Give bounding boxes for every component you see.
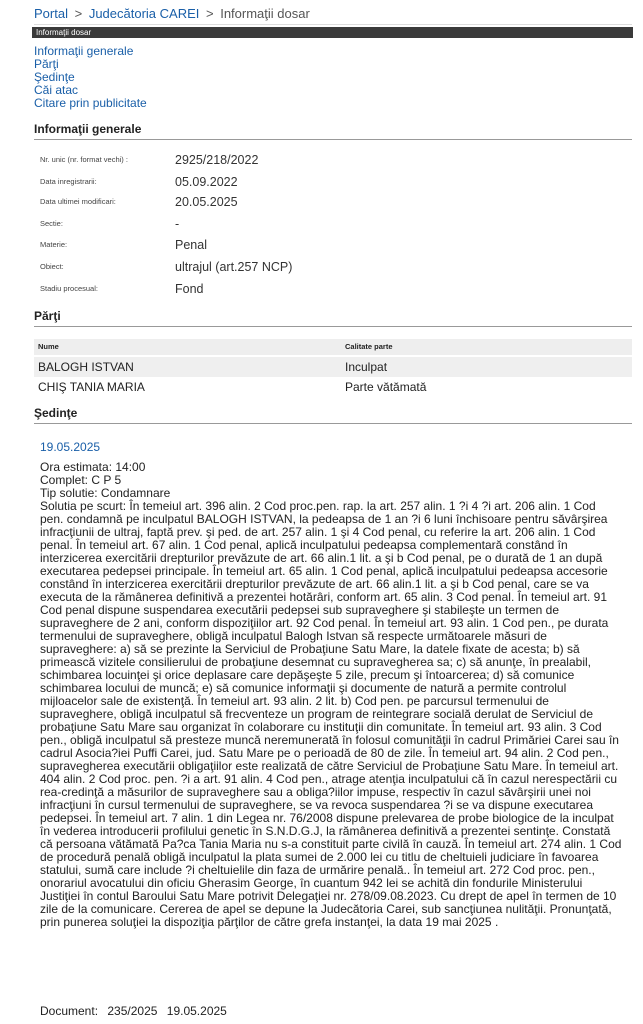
field-value-stadiu: Fond xyxy=(175,282,204,296)
breadcrumb-current: Informaţii dosar xyxy=(220,6,310,21)
breadcrumb-separator: > xyxy=(206,6,214,21)
breadcrumb-separator: > xyxy=(74,6,83,21)
party-name: CHIŞ TANIA MARIA xyxy=(38,380,145,394)
field-label: Materie: xyxy=(40,240,68,249)
party-role: Parte vătămată xyxy=(345,380,427,394)
section-heading-general: Informaţii generale xyxy=(34,122,632,140)
hearing-date: 19.05.2025 xyxy=(40,440,101,454)
hearing-time: Ora estimata: 14:00 xyxy=(40,460,146,474)
hearing-details xyxy=(40,461,622,929)
page-title-bar: Informaţii dosar xyxy=(32,27,633,38)
field-value-data-modificari: 20.05.2025 xyxy=(175,195,238,209)
breadcrumb xyxy=(34,4,632,25)
field-value-sectie: - xyxy=(175,217,180,231)
field-label: Nr. unic (nr. format vechi) : xyxy=(40,155,128,164)
breadcrumb-court-link[interactable]: Judecătoria CAREI xyxy=(88,6,200,21)
party-role: Inculpat xyxy=(345,360,388,374)
parti-table-header xyxy=(34,339,632,355)
nav-link-sedinte[interactable]: Şedinţe xyxy=(34,70,75,84)
hearing-document xyxy=(40,1005,233,1018)
field-value-data-inregistrarii: 05.09.2022 xyxy=(175,175,238,189)
field-label: Stadiu procesual: xyxy=(40,284,98,293)
party-name: BALOGH ISTVAN xyxy=(38,360,134,374)
nav-link-informatii-generale[interactable]: Informaţii generale xyxy=(34,44,134,58)
document-date: 19.05.2025 xyxy=(166,1004,227,1018)
column-header-nume: Nume xyxy=(38,342,59,351)
hearing-panel: Complet: C P 5 xyxy=(40,473,122,487)
hearing-solution-type: Tip solutie: Condamnare xyxy=(40,486,171,500)
section-heading-sedinte: Şedinţe xyxy=(34,406,632,424)
field-label: Data ultimei modificari: xyxy=(40,197,116,206)
document-label: Document: xyxy=(40,1004,99,1018)
nav-link-cai-atac[interactable]: Căi atac xyxy=(34,83,79,97)
section-nav xyxy=(34,45,147,110)
nav-link-citare[interactable]: Citare prin publicitate xyxy=(34,96,147,110)
column-header-calitate: Calitate parte xyxy=(345,342,393,351)
section-heading-parti: Părţi xyxy=(34,309,632,327)
table-row xyxy=(34,377,632,397)
table-row xyxy=(34,357,632,377)
field-label: Sectie: xyxy=(40,219,63,228)
nav-link-parti[interactable]: Părţi xyxy=(34,57,59,71)
field-value-nr-unic: 2925/218/2022 xyxy=(175,153,259,167)
field-value-obiect: ultrajul (art.257 NCP) xyxy=(175,260,293,274)
hearing-solution-text: Solutia pe scurt: În temeiul art. 396 alin. 2 Cod proc.pen. rap. la art. 257 alin. 1 ?i 4 ?i art. 206 alin. 1 Cod pen. condamnă pe inculpatul BALOGH ISTVAN, la pedeapsa de 1 an ?i 6 luni închisoare pentru săvârşirea infracţiunii de ultraj, faptă prev. şi ped. de art. 257 alin. 1 şi 4 Cod penal, cu referire la art. 206 alin. 1 Cod penal. În temeiul art. 67 alin. 1 Cod penal, aplică inculpatului pedeapsa complementară constând în interzicerea exercitării drepturilor prevăzute de art. 66 alin.1 lit. a şi b Cod penal, pe o durată de 1 an după executarea pedepsei principale. În temeiul art. 65 alin. 1 Cod penal, aplică inculpatului pedeapsa accesorie constând în interzicerea exercitării drepturilor prevăzute de art. 66 alin.1 lit. a şi b Cod penal, care se va executa de la rămânerea definitivă a prezentei hotărâri, conform art. 65 alin. 3 Cod penal. În temeiul art. 91 Cod penal dispune suspendarea executării pedepsei sub supraveghere şi stabileşte un termen de supraveghere de 2 ani, conform dispoziţiilor art. 92 Cod penal. În temeiul art. 93 alin. 1 Cod pen., pe durata termenului de supraveghere, obligă inculpatul Balogh Istvan să respecte următoarele măsuri de supraveghere: a) să se prezinte la Serviciul de Probaţiune Satu Mare, la datele fixate de acesta; b) să primească vizitele consilierului de probaţiune desemnat cu supravegherea sa; c) să anunţe, în prealabil, schimbarea locuinţei şi orice deplasare care depăşeşte 5 zile, precum şi întoarcerea; d) să comunice schimbarea locului de muncă; e) să comunice informaţii şi documente de natură a permite controlul mijloacelor sale de existenţă. În temeiul art. 93 alin. 2 lit. b) Cod pen. pe parcursul termenului de supraveghere, obligă inculpatul să frecventeze un program de reintegrare socială derulat de Serviciul de probaţiune Satu Mare sau organizat în colaborare cu instituţii din comunitate. În temeiul art. 93 alin. 3 Cod pen., obligă inculpatul să presteze muncă neremunerată în folosul comunităţii în cadrul Primăriei Carei sau în cadrul Asocia?iei Puffi Carei, jud. Satu Mare pe o perioadă de 80 de zile. În temeiul art. 94 alin. 2 Cod pen., supravegherea executării obligaţiilor este realizată de către Serviciul de Probaţiune Satu Mare. În temeiul art. 404 alin. 2 Cod proc. pen. ?i a art. 91 alin. 4 Cod pen., atrage atenţia inculpatului că în cazul nerespectării cu rea-credinţă a măsurilor de supraveghere sau a obliga?iilor impuse, respectiv în cazul săvârşirii unei noi infracţiuni în cursul termenului de supraveghere, se va revoca suspendarea ?i se va dispune executarea pedepsei. În temeiul art. 7 alin. 1 din Legea nr. 76/2008 dispune prelevarea de probe biologice de la inculpat în vederea introducerii profilului genetic în S.N.D.G.J, la rămânerea definitivă a prezentei sentinţe. Constată că persoana vătămată Pa?ca Tania Maria nu s-a constituit parte civilă în cauză. În temeiul art. 274 alin. 1 Cod de procedură penală obligă inculpatul la plata sumei de 2.000 lei cu titlu de cheltuieli judiciare în favoarea statului, sumă care include ?i cheltuielile din faza de urmărire penală.. În temeiul art. 272 Cod proc. pen., onorariul avocatului din oficiu Gherasim George, în cuantum 942 lei se achită din fondurile Ministerului Justiţiei în contul Baroului Satu Mare potrivit Delegaţiei nr. 278/09.08.2023. Cu drept de apel în termen de 10 zile de la comunicare. Cererea de apel se depune la Judecătoria Carei, sub sancţiunea nulităţii. Pronunţată, prin punerea soluţiei la dispoziţia părţilor de către grefa instanţei, la data 19 mai 2025 . xyxy=(40,499,622,929)
breadcrumb-portal-link[interactable]: Portal xyxy=(34,6,68,21)
field-value-materie: Penal xyxy=(175,238,207,252)
field-label: Obiect: xyxy=(40,262,64,271)
field-label: Data inregistrarii: xyxy=(40,177,97,186)
document-number: 235/2025 xyxy=(107,1004,158,1018)
